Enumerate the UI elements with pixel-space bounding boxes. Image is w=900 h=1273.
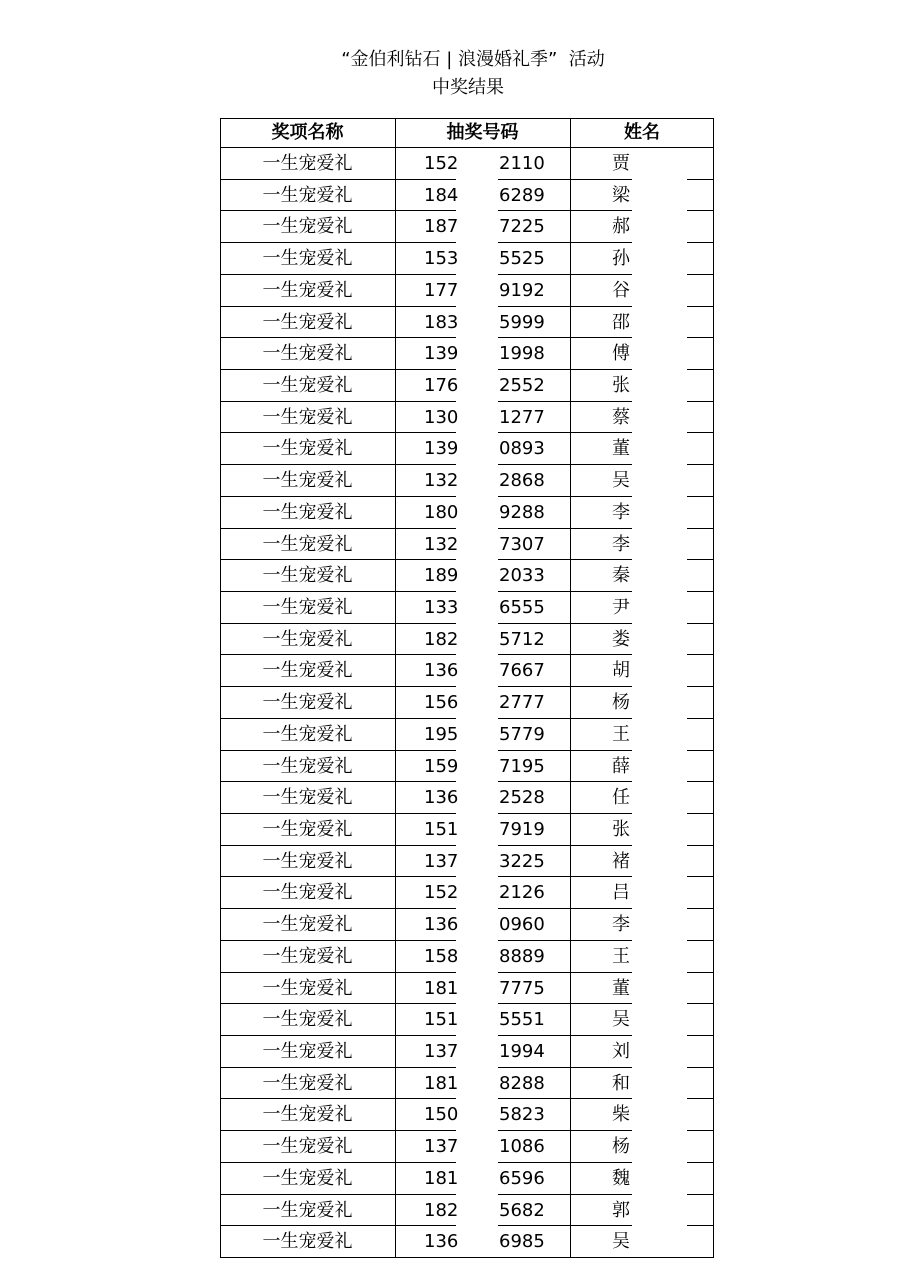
number-prefix-cell: 136 (424, 1231, 459, 1253)
number-suffix-cell: 5525 (499, 248, 545, 270)
prize-cell: 一生宠爱礼 (262, 406, 353, 428)
table-row (220, 211, 714, 243)
table-row (220, 433, 714, 465)
number-prefix-cell: 132 (424, 533, 459, 555)
number-prefix-cell: 183 (424, 311, 459, 333)
winner-name-cell: 秦 (612, 565, 630, 587)
prize-cell: 一生宠爱礼 (262, 597, 353, 618)
prize-cell: 一生宠爱礼 (262, 565, 353, 587)
number-prefix-cell: 136 (424, 660, 459, 682)
number-suffix-cell: 8288 (499, 1072, 545, 1094)
number-prefix-cell: 139 (424, 343, 459, 365)
number-prefix-cell: 177 (424, 279, 459, 301)
winner-name-cell: 吴 (612, 1231, 630, 1253)
winner-name-cell: 薛 (612, 755, 630, 777)
number-prefix-cell: 187 (424, 216, 459, 238)
header-winner-name: 姓名 (624, 122, 660, 143)
prize-cell: 一生宠爱礼 (262, 184, 353, 206)
table-row (220, 909, 714, 941)
prize-cell: 一生宠爱礼 (262, 850, 353, 872)
table-row (220, 941, 714, 973)
prize-cell: 一生宠爱礼 (262, 787, 353, 809)
winner-name-cell: 吴 (612, 1009, 630, 1031)
winner-name-cell: 魏 (612, 1167, 630, 1189)
number-suffix-cell: 9192 (499, 279, 545, 301)
prize-cell: 一生宠爱礼 (262, 533, 353, 555)
number-prefix-cell: 151 (424, 819, 459, 840)
number-prefix-cell: 182 (424, 628, 459, 650)
number-suffix-cell: 2552 (499, 375, 545, 396)
table-row (220, 1226, 714, 1258)
prize-cell: 一生宠爱礼 (262, 470, 353, 492)
winner-name-cell: 吴 (612, 470, 630, 492)
number-suffix-cell: 9288 (499, 501, 545, 523)
number-prefix-cell: 139 (424, 438, 459, 460)
winner-name-cell: 孙 (612, 248, 630, 270)
number-suffix-cell: 2110 (499, 153, 545, 174)
table-row (220, 814, 714, 846)
winner-name-cell: 柴 (612, 1104, 630, 1126)
winner-name-cell: 傅 (612, 343, 630, 365)
winner-name-cell: 梁 (612, 184, 630, 206)
table-row (220, 655, 714, 687)
table-row (220, 1099, 714, 1131)
winner-name-cell: 谷 (612, 279, 630, 301)
number-suffix-cell: 6596 (499, 1167, 545, 1189)
number-prefix-cell: 158 (424, 945, 459, 967)
prize-cell: 一生宠爱礼 (262, 819, 353, 840)
winner-name-cell: 郝 (612, 216, 630, 238)
number-suffix-cell: 5999 (499, 311, 545, 333)
number-suffix-cell: 1998 (499, 343, 545, 365)
winner-name-cell: 胡 (612, 660, 630, 682)
prize-cell: 一生宠爱礼 (262, 1136, 353, 1158)
table-row (220, 1036, 714, 1068)
number-suffix-cell: 2528 (499, 787, 545, 809)
number-suffix-cell: 5551 (499, 1009, 545, 1031)
prize-cell: 一生宠爱礼 (262, 343, 353, 365)
winner-name-cell: 娄 (612, 628, 630, 650)
prize-cell: 一生宠爱礼 (262, 1009, 353, 1031)
winner-name-cell: 刘 (612, 1041, 630, 1062)
table-row (220, 370, 714, 402)
winner-name-cell: 王 (612, 945, 630, 967)
prize-cell: 一生宠爱礼 (262, 755, 353, 777)
winner-name-cell: 杨 (612, 692, 630, 714)
number-prefix-cell: 137 (424, 1041, 459, 1062)
number-suffix-cell: 7667 (499, 660, 545, 682)
prize-cell: 一生宠爱礼 (262, 501, 353, 523)
table-row (220, 497, 714, 529)
header-lottery-number: 抽奖号码 (446, 122, 519, 143)
prize-cell: 一生宠爱礼 (262, 279, 353, 301)
winner-name-cell: 董 (612, 438, 630, 460)
prize-cell: 一生宠爱礼 (262, 1167, 353, 1189)
table-row (220, 1068, 714, 1100)
prize-cell: 一生宠爱礼 (262, 628, 353, 650)
winner-name-cell: 李 (612, 533, 630, 555)
header-prize-name: 奖项名称 (271, 122, 344, 143)
prize-cell: 一生宠爱礼 (262, 692, 353, 714)
number-prefix-cell: 180 (424, 501, 459, 523)
prize-cell: 一生宠爱礼 (262, 945, 353, 967)
winner-name-cell: 李 (612, 501, 630, 523)
prize-cell: 一生宠爱礼 (262, 882, 353, 904)
winner-name-cell: 张 (612, 375, 630, 396)
winner-name-cell: 和 (612, 1072, 630, 1094)
number-prefix-cell: 159 (424, 755, 459, 777)
number-suffix-cell: 0960 (499, 914, 545, 936)
number-prefix-cell: 150 (424, 1104, 459, 1126)
prize-cell: 一生宠爱礼 (262, 914, 353, 936)
number-suffix-cell: 6289 (499, 184, 545, 206)
table-row (220, 846, 714, 878)
number-suffix-cell: 5712 (499, 628, 545, 650)
number-suffix-cell: 6555 (499, 597, 545, 618)
prize-cell: 一生宠爱礼 (262, 1041, 353, 1062)
number-suffix-cell: 7775 (499, 977, 545, 999)
number-suffix-cell: 2777 (499, 692, 545, 714)
number-prefix-cell: 152 (424, 153, 459, 174)
number-suffix-cell: 2033 (499, 565, 545, 587)
table-row (220, 782, 714, 814)
winner-name-cell: 蔡 (612, 406, 630, 428)
table-row (220, 751, 714, 783)
number-prefix-cell: 137 (424, 1136, 459, 1158)
table-row (220, 1195, 714, 1227)
winner-name-cell: 李 (612, 914, 630, 936)
winners-table (220, 118, 714, 1258)
winner-name-cell: 王 (612, 723, 630, 745)
prize-cell: 一生宠爱礼 (262, 216, 353, 238)
table-row (220, 148, 714, 180)
number-prefix-cell: 181 (424, 1072, 459, 1094)
winner-name-cell: 褚 (612, 850, 630, 872)
table-row (220, 529, 714, 561)
number-prefix-cell: 176 (424, 375, 459, 396)
table-row (220, 1163, 714, 1195)
prize-cell: 一生宠爱礼 (262, 438, 353, 460)
prize-cell: 一生宠爱礼 (262, 1104, 353, 1126)
document-subtitle: 中奖结果 (432, 77, 504, 98)
number-prefix-cell: 133 (424, 597, 459, 618)
number-prefix-cell: 184 (424, 184, 459, 206)
number-suffix-cell: 1994 (499, 1041, 545, 1062)
number-suffix-cell: 3225 (499, 850, 545, 872)
number-suffix-cell: 2126 (499, 882, 545, 904)
table-row (220, 307, 714, 339)
number-suffix-cell: 7307 (499, 533, 545, 555)
table-row (220, 877, 714, 909)
table-header-row (220, 118, 714, 148)
prize-cell: 一生宠爱礼 (262, 660, 353, 682)
number-suffix-cell: 7919 (499, 819, 545, 840)
table-row (220, 719, 714, 751)
number-prefix-cell: 152 (424, 882, 459, 904)
winner-name-cell: 任 (612, 787, 630, 809)
number-prefix-cell: 182 (424, 1199, 459, 1221)
winner-name-cell: 贾 (612, 153, 630, 174)
table-row (220, 275, 714, 307)
prize-cell: 一生宠爱礼 (262, 1231, 353, 1253)
number-suffix-cell: 2868 (499, 470, 545, 492)
prize-cell: 一生宠爱礼 (262, 153, 353, 174)
table-row (220, 1131, 714, 1163)
number-prefix-cell: 156 (424, 692, 459, 714)
prize-cell: 一生宠爱礼 (262, 375, 353, 396)
winner-name-cell: 董 (612, 977, 630, 999)
winner-name-cell: 吕 (612, 882, 630, 904)
number-prefix-cell: 136 (424, 787, 459, 809)
document-title: “金伯利钻石 | 浪漫婚礼季” 活动 (341, 49, 605, 70)
number-prefix-cell: 137 (424, 850, 459, 872)
number-suffix-cell: 8889 (499, 945, 545, 967)
number-prefix-cell: 181 (424, 1167, 459, 1189)
number-suffix-cell: 7195 (499, 755, 545, 777)
number-suffix-cell: 0893 (499, 438, 545, 460)
winner-name-cell: 杨 (612, 1136, 630, 1158)
table-row (220, 973, 714, 1005)
number-suffix-cell: 5779 (499, 723, 545, 745)
number-prefix-cell: 136 (424, 914, 459, 936)
table-row (220, 687, 714, 719)
table-row (220, 243, 714, 275)
prize-cell: 一生宠爱礼 (262, 311, 353, 333)
winner-name-cell: 郭 (612, 1199, 630, 1221)
number-prefix-cell: 189 (424, 565, 459, 587)
table-row (220, 180, 714, 212)
number-suffix-cell: 1277 (499, 406, 545, 428)
number-prefix-cell: 132 (424, 470, 459, 492)
number-prefix-cell: 181 (424, 977, 459, 999)
table-row (220, 465, 714, 497)
winner-name-cell: 邵 (612, 311, 630, 333)
number-prefix-cell: 130 (424, 406, 459, 428)
number-prefix-cell: 151 (424, 1009, 459, 1031)
table-row (220, 402, 714, 434)
prize-cell: 一生宠爱礼 (262, 1072, 353, 1094)
number-suffix-cell: 5682 (499, 1199, 545, 1221)
table-row (220, 338, 714, 370)
table-row (220, 1004, 714, 1036)
number-prefix-cell: 153 (424, 248, 459, 270)
prize-cell: 一生宠爱礼 (262, 977, 353, 999)
table-row (220, 624, 714, 656)
winner-name-cell: 张 (612, 819, 630, 840)
prize-cell: 一生宠爱礼 (262, 723, 353, 745)
prize-cell: 一生宠爱礼 (262, 248, 353, 270)
number-prefix-cell: 195 (424, 723, 459, 745)
number-suffix-cell: 7225 (499, 216, 545, 238)
winner-name-cell: 尹 (612, 597, 630, 618)
table-row (220, 560, 714, 592)
number-suffix-cell: 1086 (499, 1136, 545, 1158)
table-row (220, 592, 714, 624)
number-suffix-cell: 5823 (499, 1104, 545, 1126)
prize-cell: 一生宠爱礼 (262, 1199, 353, 1221)
number-suffix-cell: 6985 (499, 1231, 545, 1253)
